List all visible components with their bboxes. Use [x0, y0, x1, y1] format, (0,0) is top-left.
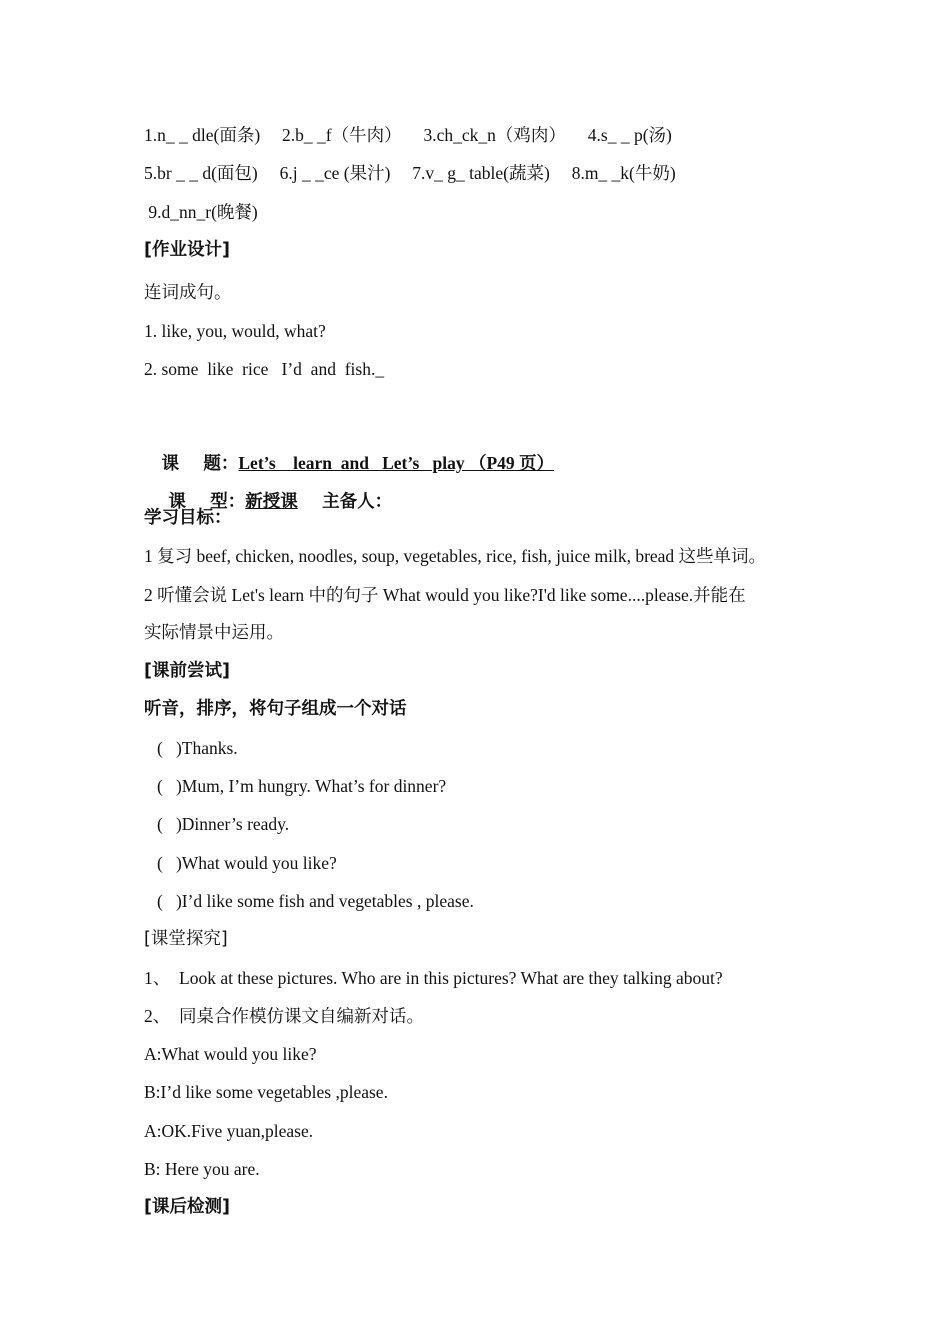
pre-class-item-1: ( )Thanks.	[157, 738, 238, 758]
inquiry-item-2: 2、 同桌合作模仿课文自编新对话。	[144, 1006, 424, 1026]
homework-instruction: 连词成句。	[144, 283, 232, 303]
homework-item-1: 1. like, you, would, what?	[144, 321, 326, 341]
objective-2-line-2: 实际情景中运用。	[144, 623, 284, 643]
inquiry-item-1: 1、 Look at these pictures. Who are in this pictures? What are they talking about?	[144, 968, 723, 988]
homework-item-2: 2. some like rice I’d and fish._	[144, 359, 385, 379]
topic-value: Let’s learn and Let’s play （P49 页）	[238, 453, 555, 473]
pre-class-item-5: ( )I’d like some fish and vegetables , please.	[157, 891, 474, 911]
pre-class-item-3: ( )Dinner’s ready.	[157, 814, 290, 834]
pre-class-header: [课前尝试]	[144, 661, 230, 681]
post-class-header: [课后检测]	[144, 1197, 230, 1217]
objectives-header: 学习目标：	[144, 508, 232, 528]
inquiry-header: [课堂探究]	[144, 929, 228, 949]
vocab-row-3: 9.d_nn_r(晚餐)	[144, 202, 258, 222]
pre-class-item-4: ( )What would you like?	[157, 853, 337, 873]
pre-class-instruction: 听音，排序，将句子组成一个对话	[144, 699, 407, 719]
type-label: 课 型：	[168, 492, 246, 512]
dialogue-line-2: B:I’d like some vegetables ,please.	[144, 1082, 388, 1102]
objective-1: 1 复习 beef, chicken, noodles, soup, vegetables, rice, fish, juice milk, bread 这些单词。	[144, 546, 767, 566]
topic-label: 课 题：	[161, 454, 239, 474]
dialogue-line-1: A:What would you like?	[144, 1044, 317, 1064]
homework-header: [作业设计]	[144, 240, 230, 260]
pre-class-item-2: ( )Mum, I’m hungry. What’s for dinner?	[157, 776, 447, 796]
objective-2-line-1: 2 听懂会说 Let's learn 中的句子 What would you like?I'd like some....please.并能在	[144, 585, 746, 605]
vocab-row-1: 1.n_ _ dle(面条) 2.b_ _f（牛肉） 3.ch_ck_n（鸡肉） 4.s_ _ p(汤)	[144, 125, 672, 145]
type-value: 新授课	[245, 492, 298, 512]
dialogue-line-4: B: Here you are.	[144, 1159, 260, 1179]
dialogue-line-3: A:OK.Five yuan,please.	[144, 1121, 314, 1141]
vocab-row-2: 5.br _ _ d(面包) 6.j _ _ce (果汁) 7.v_ g_ table(蔬菜) 8.m_ _k(牛奶)	[144, 163, 676, 183]
host-label: 主备人：	[297, 492, 393, 512]
